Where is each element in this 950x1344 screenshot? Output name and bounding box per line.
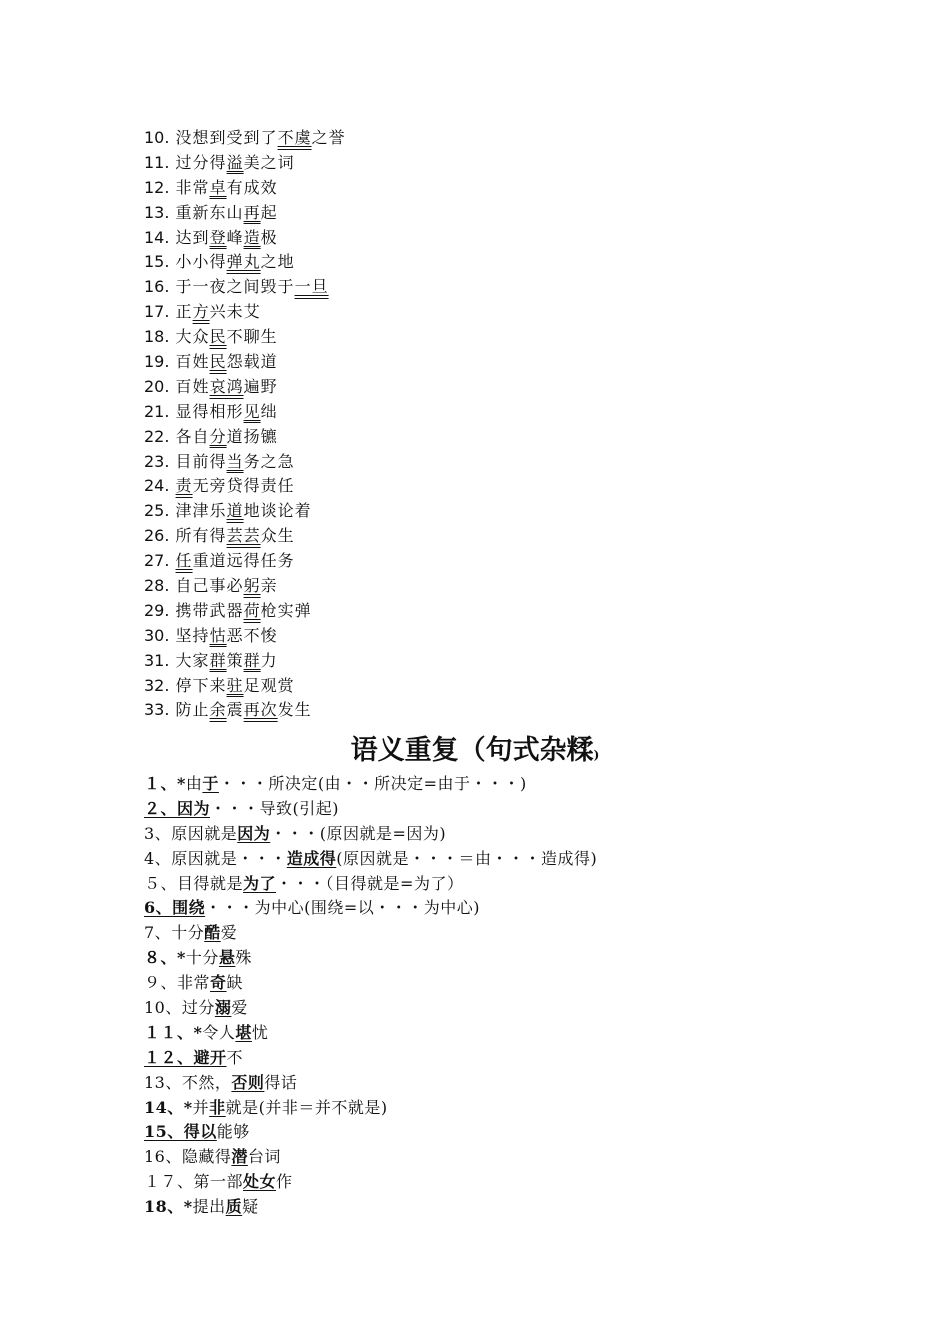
list-item [144,126,346,151]
item-text-post: (原因就是・・・＝由・・・造成得) [336,848,598,868]
item-key-word: 悬 [218,948,236,968]
item-text-post: 不聊生 [226,327,278,347]
item-key-word: 潜 [231,1147,248,1167]
item-number: 18. [144,327,170,347]
item-text-pre: 十分 [171,923,205,943]
item-text-post: 起 [260,202,278,222]
item-text-post: 台词 [247,1147,281,1167]
item-text-post: 绌 [260,401,278,421]
list-item [144,624,346,649]
item-text-post: 爱 [231,998,248,1018]
item-number: 20. [144,376,170,396]
item-text-pre: 大众 [175,327,210,347]
item-text-pre: 非常 [175,177,210,197]
item-number: 15. [144,252,170,272]
item-text-post: 无旁贷得责任 [192,476,295,496]
item-text-post: 兴未艾 [209,302,261,322]
item-lead: ２、因为 [144,798,211,818]
item-marked-char: 哀鸿 [209,376,244,396]
item-text-pre: 携带武器 [175,600,244,620]
item-text-pre: 百姓 [175,352,210,372]
item-text-pre: 十分 [185,948,219,968]
item-text-post: 极 [260,227,278,247]
item-text-pre: 达到 [175,227,210,247]
list-item [144,649,346,674]
list-item [144,847,597,872]
item-text-pre: 由 [185,774,203,793]
item-key-word: 溺 [214,998,232,1018]
item-text-pre: 提出 [192,1197,226,1217]
item-marked-char: 芸芸 [226,526,261,546]
list-item [144,772,597,797]
item-text-pre: 隐藏得 [181,1147,232,1167]
item-text-pre: 原因就是・・・ [171,848,287,868]
item-lead: 15、得以 [144,1122,217,1142]
list-item [144,1145,597,1170]
item-text-post: 恶不悛 [226,625,278,645]
item-number: 22. [144,426,170,446]
item-text-post: 重道远得任务 [192,551,295,571]
list-item [144,996,597,1021]
list-item [144,499,346,524]
item-number: 10. [144,128,170,147]
item-text-post: 众生 [260,526,295,546]
item-text-pre: 正 [175,302,193,322]
item-marked-char: 民 [209,352,227,372]
item-text-post: 有成效 [226,177,278,197]
item-text-pre: 显得相形 [175,401,244,421]
item-lead: １２、避开 [144,1047,227,1067]
item-text-pre: 防止 [175,700,210,720]
item-number: 33. [144,700,170,720]
item-text-pre: 过分得 [175,152,227,172]
item-key-word: 为了 [243,873,277,893]
item-text-post: 遍野 [243,376,278,396]
list-item [144,226,346,251]
item-text-mid: 震 [226,700,244,720]
item-key-word: 于 [202,774,219,793]
item-lead: 7、 [144,923,172,943]
item-lead: ５、 [144,873,178,893]
item-text-pre: 自己事必 [175,576,244,596]
list-item [144,971,597,996]
item-text-post: ・・・（目得就是=为了） [276,873,464,893]
item-number: 30. [144,625,170,645]
item-text-post: 不 [226,1047,244,1067]
item-text-pre: 目前得 [175,451,227,471]
list-item [144,896,597,921]
item-number: 12. [144,177,170,197]
list-item [144,151,346,176]
item-text-pre: 非常 [177,973,211,993]
list-item [144,350,346,375]
list-item [144,674,346,699]
item-lead: 10、 [144,998,182,1018]
item-lead: 14、* [144,1097,193,1117]
item-lead: 6、围绕 [144,898,206,918]
list-item [144,1170,597,1195]
item-lead: １、* [144,774,186,793]
list-item [144,250,346,275]
item-marked-char: 余 [209,700,227,720]
item-marked-char: 怙 [209,625,227,645]
item-number: 11. [144,152,170,172]
item-marked-char: 登 [209,227,227,247]
section-title [0,732,950,770]
item-text-mid: 策 [226,650,244,670]
item-number: 19. [144,352,170,372]
list-item [144,474,346,499]
item-text-pre: 百姓 [175,376,210,396]
item-text-post: 之誉 [311,128,346,147]
item-number: 26. [144,526,170,546]
item-marked-char: 道 [226,501,244,521]
item-number: 28. [144,576,170,596]
item-marked-char: 当 [226,451,244,471]
item-marked-char: 再 [243,202,261,222]
item-marked-char: 不虞 [277,128,312,147]
item-text-post: 殊 [235,948,252,968]
item-marked-char: 分 [209,426,227,446]
item-key-word: 造成得 [286,848,337,868]
list-item [144,1046,597,1071]
item-text-post: ・・・(原因就是=因为) [270,823,447,843]
item-marked-char: 荷 [243,600,261,620]
item-lead: 13、 [144,1072,182,1092]
item-text-post: 发生 [277,700,312,720]
semantic-repetition-list [144,772,597,1220]
list-item [144,300,346,325]
item-marked-char: 群 [209,650,227,670]
item-number: 27. [144,551,170,571]
item-lead: 4、 [144,848,172,868]
item-text-post: 枪实弹 [260,600,312,620]
list-item [144,698,346,723]
item-text-post: 得话 [264,1072,298,1092]
list-item [144,400,346,425]
list-item [144,872,597,897]
list-item [144,1120,597,1145]
item-lead: 3、 [144,823,172,843]
item-lead: 16、 [144,1147,182,1167]
item-text-pre: 津津乐 [175,501,227,521]
item-number: 24. [144,476,170,496]
item-text-mid: 峰 [226,227,244,247]
item-number: 29. [144,600,170,620]
item-marked-char-2: 群 [243,650,261,670]
item-text-post: ・・・所决定(由・・所决定=由于・・・) [218,774,527,793]
item-marked-char: 民 [209,327,227,347]
list-item [144,1195,597,1220]
item-number: 25. [144,501,170,521]
item-text-pre: 各自 [175,426,210,446]
item-text-post: 美之词 [243,152,295,172]
item-text-pre: 所有得 [175,526,227,546]
item-text-post: 疑 [242,1197,259,1217]
item-marked-char: 弹丸 [226,252,261,272]
item-text-post: 足观赏 [243,675,295,695]
item-text-post: 道扬镳 [226,426,278,446]
item-text-post: 力 [260,650,278,670]
item-lead: １７、 [144,1172,194,1192]
item-number: 16. [144,277,170,297]
item-marked-char: 方 [192,302,210,322]
item-number: 23. [144,451,170,471]
item-text-pre: 重新东山 [175,202,244,222]
item-text-post: 就是(并非＝并不就是) [225,1097,388,1117]
item-key-word: 酷 [204,923,221,943]
item-marked-char: 躬 [243,576,261,596]
list-item [144,524,346,549]
item-text-post: 爱 [220,923,238,943]
item-text-post: 怨载道 [226,352,278,372]
item-lead: １１、* [144,1022,203,1042]
item-number: 17. [144,302,170,322]
item-marked-char-2: 再次 [243,700,278,720]
item-text-pre: 于一夜之间毁于 [175,277,295,297]
list-item [144,797,597,822]
item-text-post: 亲 [260,576,278,596]
item-marked-char: 责 [175,476,193,496]
section-title-paren: ) [593,748,600,762]
item-text-post: 之地 [260,252,295,272]
idiom-list [144,126,346,723]
item-marked-char: 驻 [226,675,244,695]
list-item [144,1096,597,1121]
item-key-word: 处女 [243,1172,277,1192]
item-text-post: 作 [276,1172,293,1192]
list-item [144,201,346,226]
list-item [144,375,346,400]
list-item [144,921,597,946]
item-marked-char: 溢 [226,152,244,172]
list-item [144,1021,597,1046]
item-lead: ９、 [144,973,178,993]
item-marked-char: 一旦 [294,277,329,297]
item-number: 32. [144,675,170,695]
item-marked-char: 卓 [209,177,227,197]
list-item [144,325,346,350]
item-text-pre: 不然， [181,1072,232,1092]
item-key-word: 质 [225,1197,243,1217]
item-number: 13. [144,202,170,222]
item-text-post: 能够 [216,1122,250,1142]
item-text-pre: 并 [192,1097,210,1117]
item-text-post: ・・・导致(引起) [210,798,340,818]
item-text-pre: 原因就是 [171,823,238,843]
list-item [144,549,346,574]
item-text-pre: 第一部 [193,1172,244,1192]
item-text-pre: 坚持 [175,625,210,645]
item-text-pre: 小小得 [175,252,227,272]
list-item [144,425,346,450]
item-marked-char-2: 造 [243,227,261,247]
item-key-word: 因为 [237,823,271,843]
list-item [144,450,346,475]
item-text-post: 缺 [226,973,244,993]
list-item [144,946,597,971]
item-marked-char: 任 [175,551,193,571]
list-item [144,599,346,624]
item-key-word: 堪 [235,1022,252,1042]
item-text-post: ・・・为中心(围绕=以・・・为中心) [205,898,481,918]
item-text-post: 务之急 [243,451,295,471]
item-number: 21. [144,401,170,421]
list-item [144,574,346,599]
item-key-word: 否则 [231,1072,265,1092]
item-text-pre: 过分 [181,998,215,1018]
section-title-text: 语义重复（句式杂糅 [350,735,594,766]
list-item [144,275,346,300]
item-text-post: 地谈论着 [243,501,312,521]
list-item [144,822,597,847]
item-number: 31. [144,650,170,670]
item-key-word: 非 [209,1097,226,1117]
item-number: 14. [144,227,170,247]
item-lead: ８、* [144,948,186,968]
item-lead: 18、* [144,1197,193,1217]
item-text-pre: 目得就是 [177,873,244,893]
item-key-word: 奇 [210,973,227,993]
item-text-pre: 停下来 [175,675,227,695]
list-item [144,176,346,201]
item-marked-char: 见 [243,401,261,421]
item-text-pre: 令人 [202,1022,236,1042]
item-text-pre: 大家 [175,650,210,670]
item-text-post: 忧 [251,1022,269,1042]
item-text-pre: 没想到受到了 [175,128,278,147]
list-item [144,1071,597,1096]
